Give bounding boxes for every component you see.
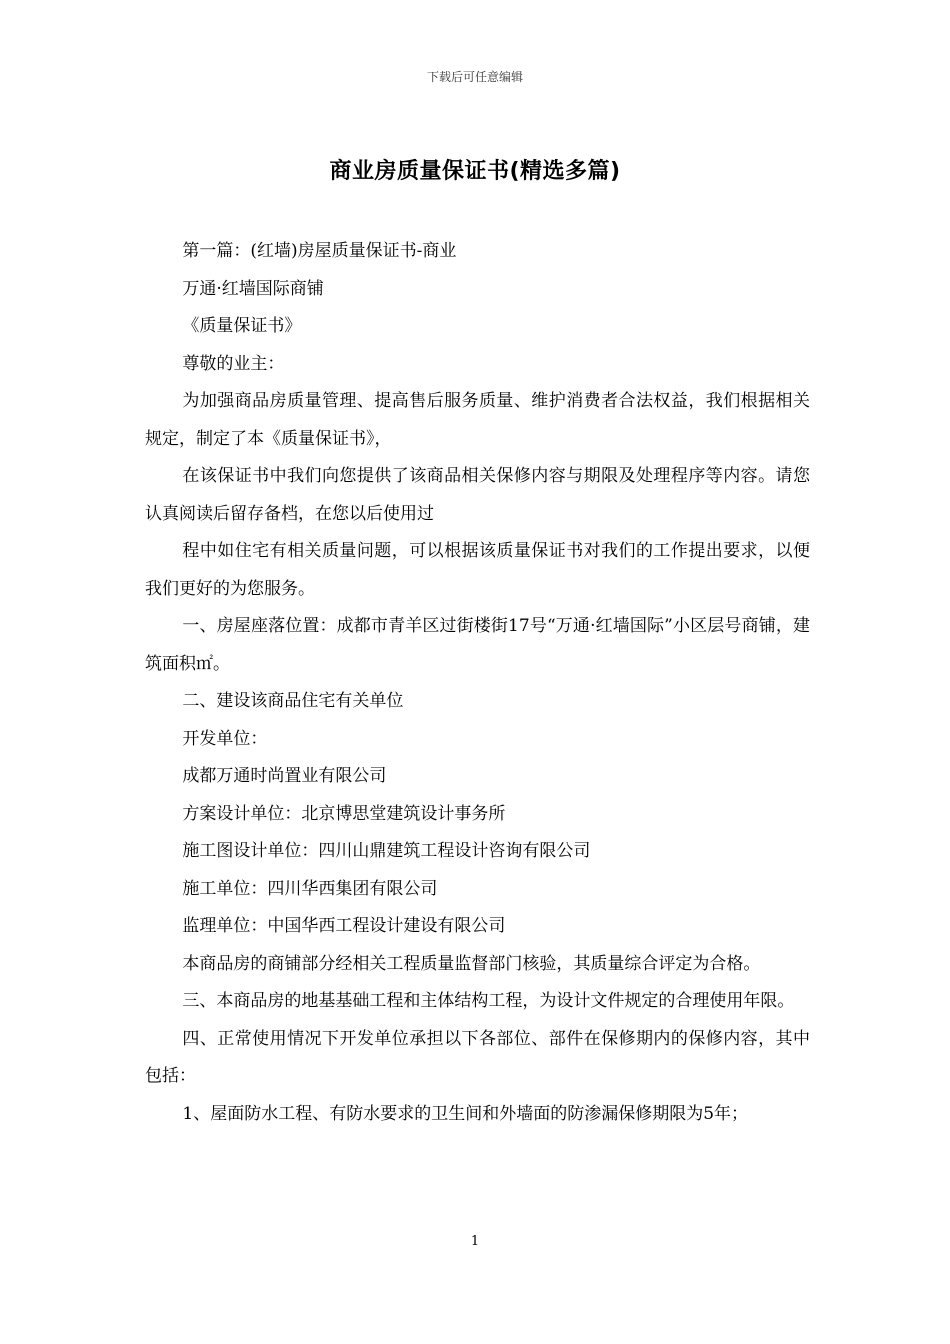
document-body: [145, 233, 810, 1133]
paragraph: 方案设计单位：北京博思堂建筑设计事务所: [182, 803, 506, 824]
paragraph: 尊敬的业主：: [182, 353, 285, 374]
document-title: 商业房质量保证书(精选多篇): [329, 159, 621, 184]
paragraph: 施工单位：四川华西集团有限公司: [182, 878, 438, 899]
paragraph: 监理单位：中国华西工程设计建设有限公司: [182, 916, 506, 936]
page-header-note: 下载后可任意编辑: [426, 70, 523, 84]
paragraph: 一、房屋座落位置：成都市青羊区过街楼街17号“万通·红墙国际”小区层号商铺，建筑面积㎡。: [145, 616, 810, 674]
paragraph: 三、本商品房的地基基础工程和主体结构工程，为设计文件规定的合理使用年限。: [182, 991, 795, 1011]
paragraph: 成都万通时尚置业有限公司: [182, 766, 387, 786]
paragraph: 1、屋面防水工程、有防水要求的卫生间和外墙面的防渗漏保修期限为5年；: [182, 1103, 749, 1124]
paragraph: 在该保证书中我们向您提供了该商品相关保修内容与期限及处理程序等内容。请您认真阅读后留存备档，在您以后使用过: [145, 466, 810, 524]
paragraph: 为加强商品房质量管理、提高售后服务质量、维护消费者合法权益，我们根据相关规定，制定了本《质量保证书》，: [145, 391, 810, 449]
paragraph: 四、正常使用情况下开发单位承担以下各部位、部件在保修期内的保修内容，其中包括：: [145, 1028, 810, 1086]
paragraph: 二、建设该商品住宅有关单位: [182, 691, 404, 711]
paragraph: 第一篇：(红墙)房屋质量保证书-商业: [182, 241, 457, 261]
paragraph: 施工图设计单位：四川山鼎建筑工程设计咨询有限公司: [182, 841, 591, 861]
paragraph: 开发单位：: [182, 728, 268, 749]
paragraph: 《质量保证书》: [182, 316, 302, 336]
paragraph: 本商品房的商铺部分经相关工程质量监督部门核验，其质量综合评定为合格。: [182, 953, 761, 974]
page-number: 1: [470, 1234, 480, 1249]
paragraph: 万通·红墙国际商铺: [182, 278, 324, 299]
paragraph: 程中如住宅有相关质量问题，可以根据该质量保证书对我们的工作提出要求，以便我们更好的为您服务。: [145, 541, 810, 599]
